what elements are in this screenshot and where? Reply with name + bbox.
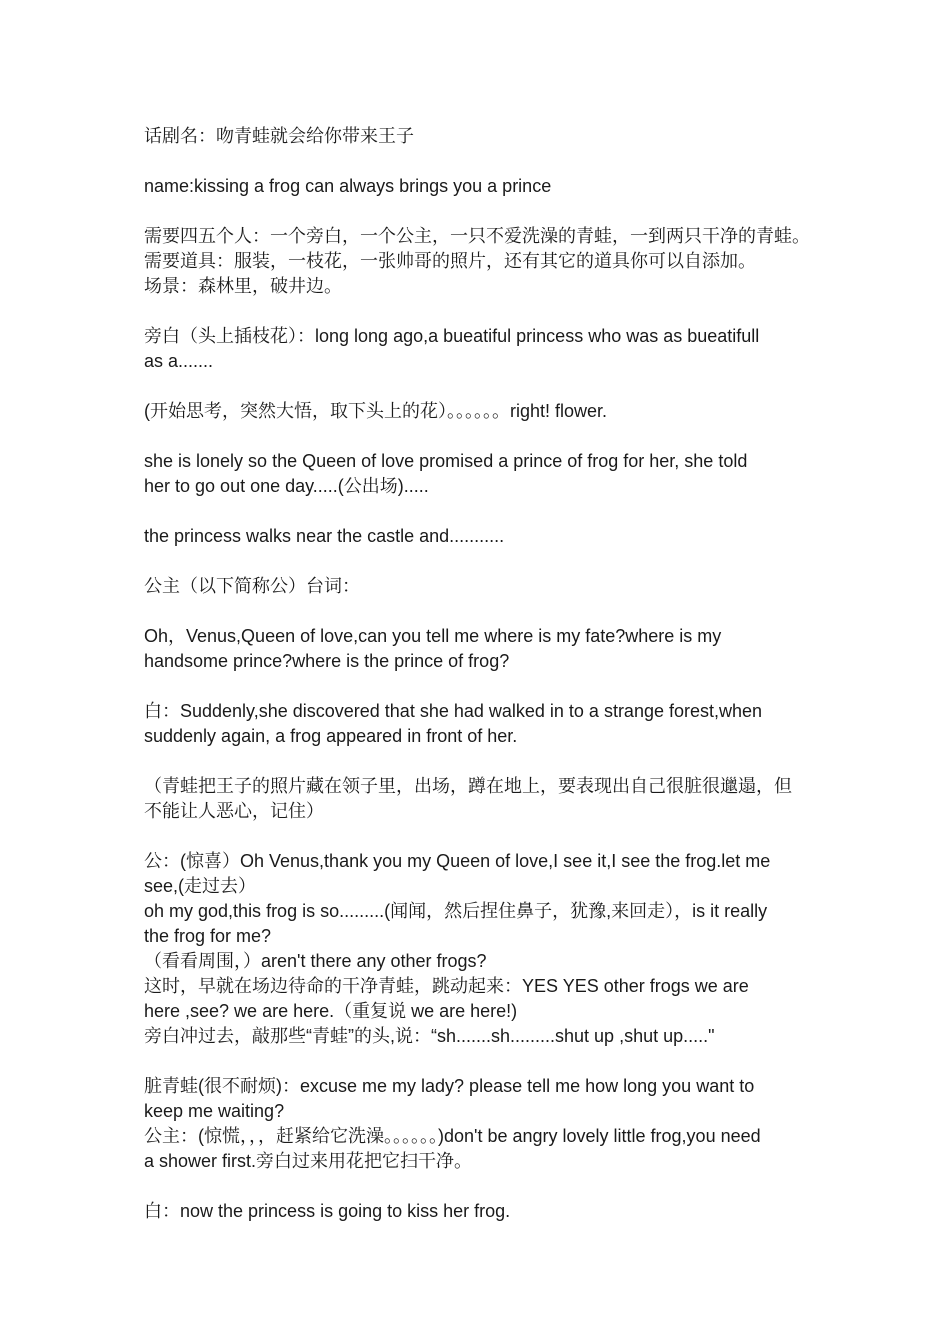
princess-line-cont: see,(走过去） <box>144 876 257 896</box>
blank-line <box>144 424 844 449</box>
stage-direction-line: （青蛙把王子的照片藏在领子里，出场，蹲在地上，要表现出自己很脏很邋遢，但 <box>144 776 792 796</box>
english-title-line: name:kissing a frog can always brings you a prince <box>144 176 552 196</box>
princess-line: Oh，Venus,Queen of love,can you tell me where is my fate?where is my <box>144 626 722 646</box>
blank-line <box>144 749 844 774</box>
dirty-frog-line: 脏青蛙(很不耐烦)：excuse me my lady? please tell me how long you want to <box>144 1076 755 1096</box>
narrator-line: 白：now the princess is going to kiss her frog. <box>144 1201 511 1221</box>
blank-line <box>144 599 844 624</box>
document-page <box>144 124 844 1224</box>
blank-line <box>144 549 844 574</box>
princess-line: 公：(惊喜）Oh Venus,thank you my Queen of love,I see it,I see the frog.let me <box>144 851 771 871</box>
princess-line: 公主：(惊慌，，，赶紧给它洗澡。。。。。。)don't be angry lovely little frog,you need <box>144 1126 761 1146</box>
clean-frogs-line-cont: here ,see? we are here.（重复说 we are here!) <box>144 1001 518 1021</box>
blank-line <box>144 824 844 849</box>
blank-line <box>144 499 844 524</box>
blank-line <box>144 1049 844 1074</box>
narrator-line-cont: as a....... <box>144 351 214 371</box>
narrator-line: 白：Suddenly,she discovered that she had walked in to a strange forest,when <box>144 701 763 721</box>
blank-line <box>144 149 844 174</box>
dirty-frog-line-cont: keep me waiting? <box>144 1101 285 1121</box>
blank-line <box>144 199 844 224</box>
stage-direction-line: (开始思考，突然大悟，取下头上的花）。。。。。。right! flower. <box>144 401 608 421</box>
play-title-line: 话剧名：吻青蛙就会给你带来王子 <box>144 126 414 146</box>
cast-line: 需要四五个人：一个旁白，一个公主，一只不爱洗澡的青蛙，一到两只干净的青蛙。 <box>144 226 810 246</box>
clean-frogs-line: 这时，早就在场边待命的干净青蛙，跳动起来：YES YES other frogs we are <box>144 976 749 996</box>
narrator-line: 旁白（头上插枝花）：long long ago,a bueatiful princess who was as bueatifull <box>144 326 760 346</box>
scene-line: 场景：森林里，破井边。 <box>144 276 342 296</box>
princess-line-cont: a shower first.旁白过来用花把它扫干净。 <box>144 1151 473 1171</box>
blank-line <box>144 674 844 699</box>
props-line: 需要道具：服装，一枝花，一张帅哥的照片，还有其它的道具你可以自添加。 <box>144 251 756 271</box>
princess-lines-heading: 公主（以下简称公）台词： <box>144 576 360 596</box>
narrator-line: 旁白冲过去，敲那些“青蛙”的头,说：“sh.......sh.........shut up ,shut up....." <box>144 1026 715 1046</box>
narration-line: she is lonely so the Queen of love promised a prince of frog for her, she told <box>144 451 748 471</box>
narration-line-cont: her to go out one day.....(公出场)..... <box>144 476 429 496</box>
narrator-line-cont: suddenly again, a frog appeared in front of her. <box>144 726 518 746</box>
blank-line <box>144 299 844 324</box>
princess-line-cont: handsome prince?where is the prince of frog? <box>144 651 510 671</box>
narration-line: the princess walks near the castle and........... <box>144 526 505 546</box>
stage-direction-line-cont: 不能让人恶心，记住） <box>144 801 324 821</box>
princess-line: （看看周围，）aren't there any other frogs? <box>144 951 487 971</box>
blank-line <box>144 1174 844 1199</box>
princess-line: oh my god,this frog is so.........(闻闻，然后捏住鼻子，犹豫,来回走），is it really <box>144 901 768 921</box>
princess-line-cont: the frog for me? <box>144 926 272 946</box>
blank-line <box>144 374 844 399</box>
